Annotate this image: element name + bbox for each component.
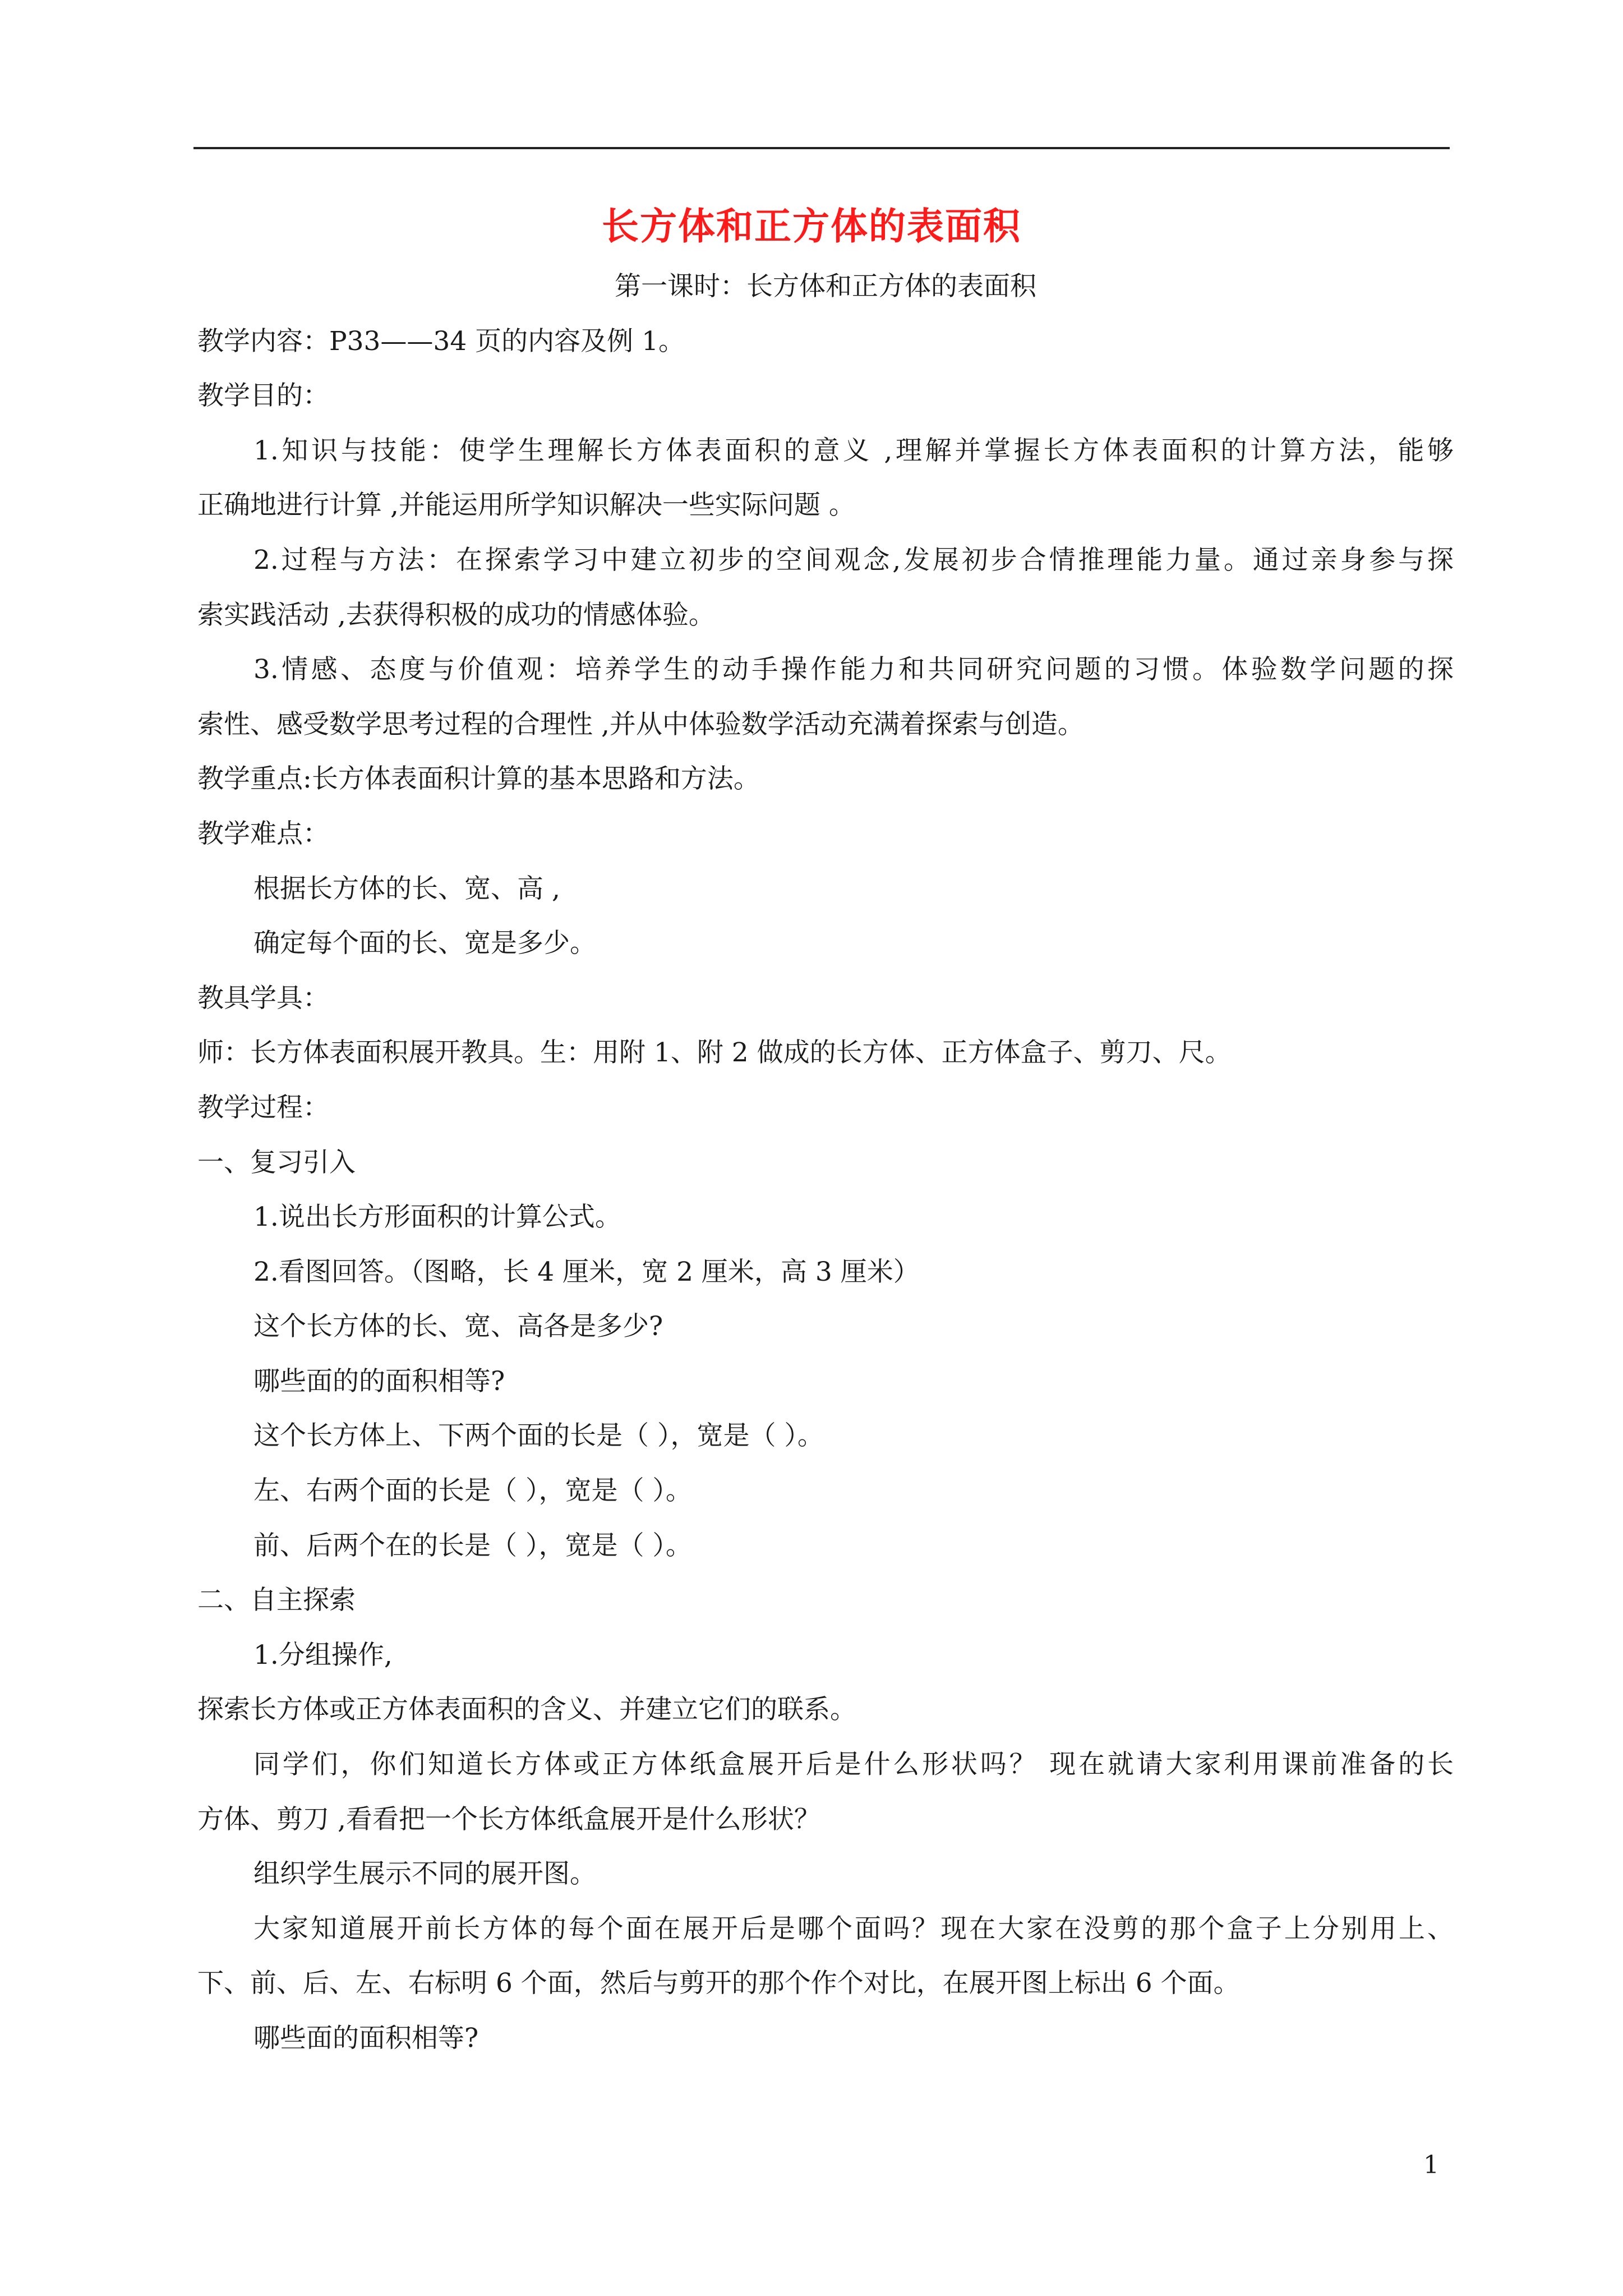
- text-line: 索性、感受数学思考过程的合理性 ,并从中体验数学活动充满着探索与创造。: [197, 708, 1084, 740]
- text-line: 1.说出长方形面积的计算公式。: [253, 1202, 621, 1233]
- section-heading: 二、自主探索: [197, 1585, 356, 1616]
- text-line: 哪些面的面积相等?: [253, 2023, 479, 2054]
- text-line: 根据长方体的长、宽、高 ,: [253, 873, 560, 904]
- text-line: 师：长方体表面积展开教具。生：用附 1、附 2 做成的长方体、正方体盒子、剪刀、尺。: [197, 1037, 1232, 1069]
- text-line: 1.分组操作,: [253, 1639, 393, 1671]
- text-line: 教学过程：: [197, 1092, 329, 1123]
- page-number: 1: [1423, 2151, 1439, 2179]
- document-subtitle: 第一课时：长方体和正方体的表面积: [615, 271, 1036, 302]
- text-line: 确定每个面的长、宽是多少。: [253, 928, 596, 959]
- text-line: 方体、剪刀 ,看看把一个长方体纸盒展开是什么形状？: [197, 1803, 820, 1835]
- text-line: 3.情感、态度与价值观：培养学生的动手操作能力和共同研究问题的习惯。体验数学问题的探: [253, 654, 1454, 685]
- text-line: 这个长方体上、下两个面的长是（ ），宽是（ ）。: [253, 1420, 824, 1452]
- text-line: 索实践活动 ,去获得积极的成功的情感体验。: [197, 599, 715, 631]
- text-line: 哪些面的的面积相等?: [253, 1365, 505, 1397]
- text-line: 2.看图回答。（图略，长 4 厘米，宽 2 厘米，高 3 厘米）: [253, 1256, 920, 1287]
- text-line: 教学难点：: [197, 818, 329, 849]
- document-body: [197, 259, 1454, 2066]
- text-line: 2.过程与方法：在探索学习中建立初步的空间观念,发展初步合情推理能力量。通过亲身参与探: [253, 544, 1454, 576]
- text-line: 同学们，你们知道长方体或正方体纸盒展开后是什么形状吗？ 现在就请大家利用课前准备的长: [253, 1749, 1454, 1780]
- text-line: 1.知识与技能：使学生理解长方体表面积的意义 ,理解并掌握长方体表面积的计算方法，能够: [253, 435, 1454, 466]
- text-line: 正确地进行计算 ,并能运用所学知识解决一些实际问题 。: [197, 490, 855, 521]
- document-title: 长方体和正方体的表面积: [602, 204, 1021, 248]
- text-line: 教学目的：: [197, 380, 329, 412]
- text-line: 左、右两个面的长是（ ），宽是（ ）。: [253, 1475, 692, 1507]
- text-line: 下、前、后、左、右标明 6 个面，然后与剪开的那个作个对比，在展开图上标出 6 个面。: [197, 1968, 1240, 1999]
- text-line: 教具学具：: [197, 982, 329, 1014]
- text-line: 大家知道展开前长方体的每个面在展开后是哪个面吗？现在大家在没剪的那个盒子上分别用上、: [253, 1913, 1454, 1944]
- text-line: 探索长方体或正方体表面积的含义、并建立它们的联系。: [197, 1694, 856, 1726]
- text-line: 这个长方体的长、宽、高各是多少?: [253, 1311, 663, 1342]
- section-heading: 一、复习引入: [197, 1147, 356, 1178]
- text-line: 教学内容：P33——34 页的内容及例 1。: [197, 325, 685, 357]
- text-line: 教学重点:长方体表面积计算的基本思路和方法。: [197, 763, 760, 795]
- text-line: 组织学生展示不同的展开图。: [253, 1858, 596, 1890]
- header-rule: [193, 147, 1450, 149]
- text-line: 前、后两个在的长是（ ），宽是（ ）。: [253, 1530, 692, 1561]
